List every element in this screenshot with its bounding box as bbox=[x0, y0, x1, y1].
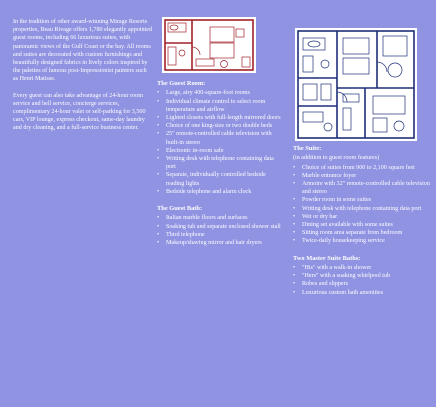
suite-floor-plan bbox=[295, 28, 417, 141]
list-item: • Italian marble floors and surfaces bbox=[157, 214, 285, 222]
list-item: • Marble entrance foyer bbox=[293, 172, 433, 180]
list-item: • Twice-daily housekeeping service bbox=[293, 237, 433, 245]
list-item: • Soaking tub and separate enclosed shower stall bbox=[157, 223, 285, 231]
list-item: • Large, airy 400-square-foot rooms bbox=[157, 89, 285, 97]
list-item: • Writing desk with telephone containing data port bbox=[157, 155, 285, 171]
list-item: • Third telephone bbox=[157, 231, 285, 239]
master-suite-baths-heading: Two Master Suite Baths: bbox=[293, 254, 361, 262]
suite-heading: The Suite: bbox=[293, 145, 322, 152]
list-item: • Bedside telephone and alarm clock bbox=[157, 188, 285, 196]
suite-list bbox=[293, 164, 433, 246]
list-item: • "Hers" with a soaking whirlpool tub bbox=[293, 272, 433, 280]
guest-bath-list bbox=[157, 214, 285, 247]
list-item: • Robes and slippers bbox=[293, 280, 433, 288]
list-item: • Individual climate control to select room temperature and airflow bbox=[157, 98, 285, 114]
list-item: • Writing desk with telephone containing data port bbox=[293, 205, 433, 213]
intro-column bbox=[13, 18, 153, 141]
list-item: • Wet or dry bar bbox=[293, 213, 433, 221]
list-item: • "His" with a walk-in shower bbox=[293, 264, 433, 272]
guest-room-list bbox=[157, 89, 285, 196]
guest-room-floor-plan bbox=[162, 17, 256, 73]
master-suite-baths-list bbox=[293, 264, 433, 297]
suite-column bbox=[293, 145, 433, 306]
list-item: • Makeup/shaving mirror and hair dryers bbox=[157, 239, 285, 247]
list-item: • Powder room in some suites bbox=[293, 196, 433, 204]
list-item: • 25" remote-controlled cable television with built-in stereo bbox=[157, 130, 285, 146]
guest-bath-heading: The Guest Bath: bbox=[157, 205, 203, 213]
guest-room-column bbox=[157, 80, 285, 256]
intro-paragraph-2: Every guest can also take advantage of 24-hour room service and bell service, concierge services, complimentary 24-hour valet or self-parking for 3,500 cars, VIP lounge, express checkout, same-day laundry and dry cleaning, and a full-service business center. bbox=[13, 92, 146, 132]
list-item: • Choice of suites from 900 to 2,100 square feet bbox=[293, 164, 433, 172]
list-item: • Choice of one king-size or two double beds bbox=[157, 122, 285, 130]
intro-paragraph-1: In the tradition of other award-winning Mirage Resorts properties, Beau Rivage offers 1,780 elegantly appointed guest rooms, including 66 luxurious suites, with panoramic views of the Gulf Coast or the bay. All rooms and suites are decorated with custom furnishings and beautifully designed fabrics in lively colors inspired by the palettes of famous post-Impressionist painters such as Henri Matisse. bbox=[13, 19, 152, 83]
list-item: • Lighted closets with full-length mirrored doors bbox=[157, 114, 285, 122]
list-item: • Dining set available with some suites bbox=[293, 221, 433, 229]
list-item: • Armoire with 32" remote-controlled cable television and stereo bbox=[293, 180, 433, 196]
suite-subtitle: (in addition to guest room features) bbox=[293, 155, 380, 162]
list-item: • Luxurious custom bath amenities bbox=[293, 289, 433, 297]
list-item: • Separate, individually controlled bedside reading lights bbox=[157, 171, 285, 187]
guest-room-heading: The Guest Room: bbox=[157, 80, 206, 87]
list-item: • Sitting room area separate from bedroom bbox=[293, 229, 433, 237]
list-item: • Electronic in-room safe bbox=[157, 147, 285, 155]
